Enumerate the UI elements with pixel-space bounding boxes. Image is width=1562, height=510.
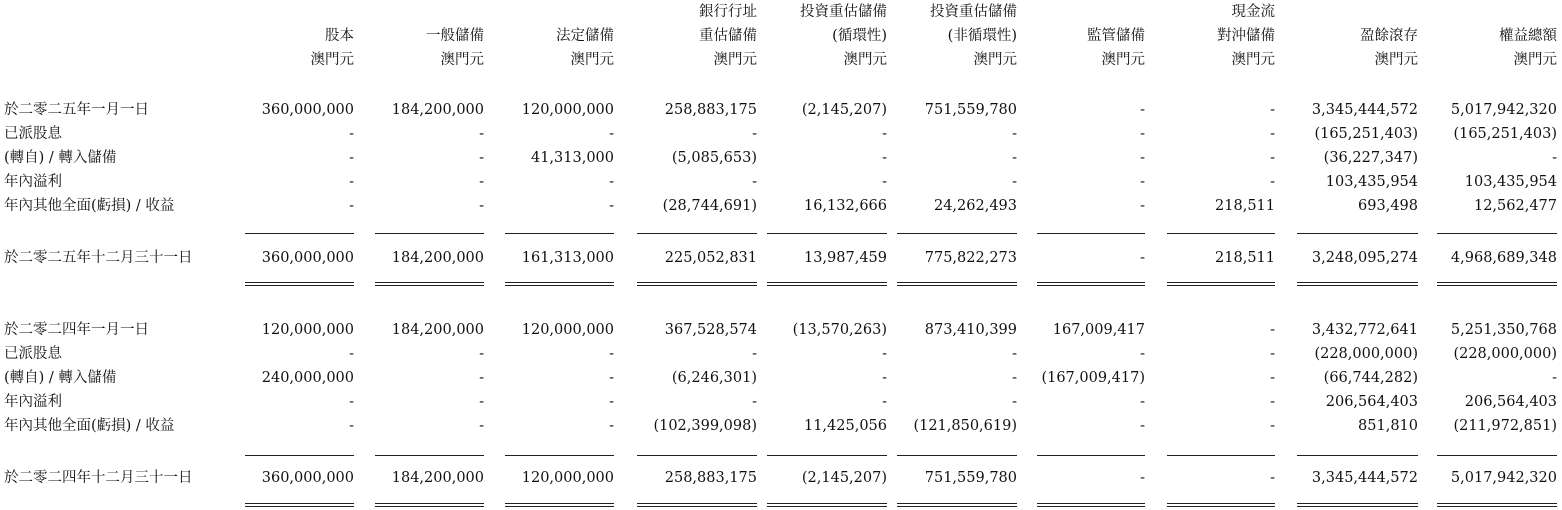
table-cell: 206,564,403	[1325, 394, 1418, 410]
table-cell: -	[1012, 346, 1017, 362]
table-cell: 3,345,444,572	[1311, 102, 1418, 118]
subtotal-rule	[767, 233, 887, 234]
column-header-line: 澳門元	[440, 52, 484, 68]
row-label: 於二零二五年十二月三十一日	[4, 250, 193, 266]
table-cell: 873,410,399	[924, 322, 1017, 338]
table-cell: -	[752, 174, 757, 190]
column-header-line: 澳門元	[1101, 52, 1145, 68]
table-cell: 367,528,574	[664, 322, 757, 338]
subtotal-rule	[1167, 455, 1275, 456]
table-cell: (165,251,403)	[1453, 126, 1557, 142]
table-cell: 5,251,350,768	[1450, 322, 1557, 338]
table-cell: 258,883,175	[664, 470, 757, 486]
table-cell: 751,559,780	[924, 470, 1017, 486]
column-header-line: 澳門元	[1231, 52, 1275, 68]
total-double-rule	[245, 282, 354, 286]
column-header-line: 澳門元	[713, 52, 757, 68]
row-label: 於二零二四年十二月三十一日	[4, 470, 193, 486]
table-cell: -	[1140, 346, 1145, 362]
subtotal-rule	[1297, 233, 1418, 234]
subtotal-rule	[375, 233, 484, 234]
table-cell: 161,313,000	[521, 250, 614, 266]
column-header-line: 對沖儲備	[1217, 28, 1275, 44]
table-cell: 184,200,000	[391, 250, 484, 266]
subtotal-rule	[897, 455, 1017, 456]
table-cell: (13,570,263)	[792, 322, 887, 338]
table-cell: -	[479, 370, 484, 386]
table-cell: (2,145,207)	[801, 102, 887, 118]
subtotal-rule	[245, 455, 354, 456]
table-cell: 120,000,000	[261, 322, 354, 338]
table-cell: -	[609, 370, 614, 386]
table-cell: -	[349, 174, 354, 190]
table-cell: 851,810	[1358, 418, 1418, 434]
column-header-line: 股本	[325, 28, 354, 44]
table-cell: -	[609, 394, 614, 410]
row-label: 已派股息	[4, 126, 62, 142]
table-cell: -	[609, 346, 614, 362]
table-cell: (66,744,282)	[1323, 370, 1418, 386]
table-cell: 103,435,954	[1325, 174, 1418, 190]
table-cell: -	[479, 346, 484, 362]
table-cell: -	[349, 394, 354, 410]
table-cell: 225,052,831	[664, 250, 757, 266]
row-label: (轉自) / 轉入儲備	[4, 150, 117, 166]
subtotal-rule	[245, 233, 354, 234]
table-cell: -	[479, 126, 484, 142]
table-cell: -	[479, 198, 484, 214]
column-header-line: 權益總額	[1499, 28, 1557, 44]
table-cell: -	[349, 198, 354, 214]
table-cell: -	[1012, 394, 1017, 410]
table-cell: 184,200,000	[391, 102, 484, 118]
table-cell: -	[1012, 174, 1017, 190]
subtotal-rule	[375, 455, 484, 456]
table-cell: 3,248,095,274	[1311, 250, 1418, 266]
table-cell: -	[882, 126, 887, 142]
table-cell: -	[1270, 126, 1275, 142]
total-double-rule	[1437, 282, 1557, 286]
table-cell: 103,435,954	[1464, 174, 1557, 190]
table-cell: 218,511	[1215, 198, 1275, 214]
table-cell: 218,511	[1215, 250, 1275, 266]
column-header-line: 澳門元	[1513, 52, 1557, 68]
subtotal-rule	[1167, 233, 1275, 234]
table-cell: -	[1140, 126, 1145, 142]
table-cell: -	[1270, 394, 1275, 410]
table-cell: 3,432,772,641	[1311, 322, 1418, 338]
row-label: 年內溢利	[4, 174, 62, 190]
total-double-rule	[1037, 503, 1145, 507]
table-cell: -	[882, 346, 887, 362]
table-cell: (165,251,403)	[1314, 126, 1418, 142]
total-double-rule	[897, 282, 1017, 286]
table-cell: -	[1270, 470, 1275, 486]
table-cell: 4,968,689,348	[1450, 250, 1557, 266]
table-cell: 360,000,000	[261, 102, 354, 118]
column-header-line: 澳門元	[973, 52, 1017, 68]
total-double-rule	[637, 503, 757, 507]
row-label: 年內其他全面(虧損) / 收益	[4, 418, 175, 434]
column-header-line: (循環性)	[832, 28, 887, 44]
row-label: 於二零二四年一月一日	[4, 322, 149, 338]
table-cell: -	[1140, 250, 1145, 266]
table-cell: 258,883,175	[664, 102, 757, 118]
table-cell: -	[479, 150, 484, 166]
table-cell: (5,085,653)	[671, 150, 757, 166]
table-cell: -	[1012, 126, 1017, 142]
total-double-rule	[1437, 503, 1557, 507]
table-cell: 360,000,000	[261, 250, 354, 266]
table-cell: -	[609, 198, 614, 214]
table-cell: -	[1140, 394, 1145, 410]
table-cell: -	[1140, 418, 1145, 434]
table-cell: -	[1270, 346, 1275, 362]
column-header-line: 投資重估儲備	[930, 4, 1017, 20]
table-cell: -	[882, 394, 887, 410]
row-label: (轉自) / 轉入儲備	[4, 370, 117, 386]
subtotal-rule	[897, 233, 1017, 234]
table-cell: -	[1140, 150, 1145, 166]
table-cell: -	[752, 394, 757, 410]
table-cell: -	[349, 150, 354, 166]
table-cell: -	[1270, 150, 1275, 166]
column-header-line: 澳門元	[1374, 52, 1418, 68]
column-header-line: 澳門元	[310, 52, 354, 68]
subtotal-rule	[1437, 455, 1557, 456]
column-header-line: 銀行行址	[699, 4, 757, 20]
table-cell: -	[479, 174, 484, 190]
total-double-rule	[1297, 282, 1418, 286]
subtotal-rule	[767, 455, 887, 456]
table-cell: 184,200,000	[391, 470, 484, 486]
table-cell: -	[1270, 370, 1275, 386]
table-cell: 120,000,000	[521, 470, 614, 486]
subtotal-rule	[637, 455, 757, 456]
table-cell: -	[479, 418, 484, 434]
table-cell: 16,132,666	[803, 198, 887, 214]
column-header-line: 盈餘滾存	[1360, 28, 1418, 44]
table-cell: 751,559,780	[924, 102, 1017, 118]
column-header-line: 澳門元	[570, 52, 614, 68]
table-cell: 184,200,000	[391, 322, 484, 338]
subtotal-rule	[505, 233, 614, 234]
table-cell: -	[1270, 102, 1275, 118]
total-double-rule	[767, 282, 887, 286]
table-cell: 775,822,273	[924, 250, 1017, 266]
table-cell: 5,017,942,320	[1450, 470, 1557, 486]
table-cell: -	[882, 370, 887, 386]
table-cell: -	[1012, 150, 1017, 166]
table-cell: -	[349, 126, 354, 142]
row-label: 已派股息	[4, 346, 62, 362]
table-cell: 240,000,000	[261, 370, 354, 386]
table-cell: 693,498	[1358, 198, 1418, 214]
subtotal-rule	[1037, 455, 1145, 456]
table-cell: 12,562,477	[1473, 198, 1557, 214]
total-double-rule	[1167, 282, 1275, 286]
table-cell: -	[752, 126, 757, 142]
total-double-rule	[1167, 503, 1275, 507]
total-double-rule	[767, 503, 887, 507]
table-cell: -	[882, 150, 887, 166]
table-cell: -	[1552, 370, 1557, 386]
table-cell: (36,227,347)	[1323, 150, 1418, 166]
column-header-line: 法定儲備	[556, 28, 614, 44]
total-double-rule	[505, 282, 614, 286]
table-cell: -	[1140, 470, 1145, 486]
table-cell: (2,145,207)	[801, 470, 887, 486]
table-cell: (102,399,098)	[653, 418, 757, 434]
table-cell: 24,262,493	[933, 198, 1017, 214]
column-header-line: 澳門元	[843, 52, 887, 68]
subtotal-rule	[637, 233, 757, 234]
table-cell: (228,000,000)	[1314, 346, 1418, 362]
table-cell: (6,246,301)	[671, 370, 757, 386]
table-cell: -	[882, 174, 887, 190]
table-cell: -	[1140, 102, 1145, 118]
table-cell: -	[1552, 150, 1557, 166]
row-label: 年內溢利	[4, 394, 62, 410]
table-cell: (228,000,000)	[1453, 346, 1557, 362]
total-double-rule	[245, 503, 354, 507]
subtotal-rule	[1297, 455, 1418, 456]
row-label: 年內其他全面(虧損) / 收益	[4, 198, 175, 214]
column-header-line: 投資重估儲備	[800, 4, 887, 20]
table-cell: -	[609, 174, 614, 190]
column-header-line: (非循環性)	[947, 28, 1017, 44]
table-cell: 120,000,000	[521, 102, 614, 118]
total-double-rule	[1037, 282, 1145, 286]
table-cell: 11,425,056	[803, 418, 887, 434]
table-cell: -	[349, 418, 354, 434]
table-cell: 13,987,459	[803, 250, 887, 266]
table-cell: 3,345,444,572	[1311, 470, 1418, 486]
table-cell: -	[479, 394, 484, 410]
table-cell: -	[1270, 418, 1275, 434]
table-cell: -	[609, 418, 614, 434]
table-cell: (211,972,851)	[1453, 418, 1557, 434]
table-cell: -	[1140, 198, 1145, 214]
total-double-rule	[897, 503, 1017, 507]
total-double-rule	[375, 282, 484, 286]
table-cell: 167,009,417	[1052, 322, 1145, 338]
subtotal-rule	[1437, 233, 1557, 234]
table-cell: -	[752, 346, 757, 362]
table-cell: (167,009,417)	[1041, 370, 1145, 386]
column-header-line: 現金流	[1231, 4, 1275, 20]
total-double-rule	[637, 282, 757, 286]
column-header-line: 監管儲備	[1087, 28, 1145, 44]
table-cell: -	[349, 346, 354, 362]
subtotal-rule	[1037, 233, 1145, 234]
column-header-line: 重估儲備	[699, 28, 757, 44]
total-double-rule	[375, 503, 484, 507]
column-header-line: 一般儲備	[426, 28, 484, 44]
table-cell: (28,744,691)	[662, 198, 757, 214]
total-double-rule	[1297, 503, 1418, 507]
table-cell: 360,000,000	[261, 470, 354, 486]
table-cell: -	[1140, 174, 1145, 190]
row-label: 於二零二五年一月一日	[4, 102, 149, 118]
table-cell: (121,850,619)	[913, 418, 1017, 434]
table-cell: 120,000,000	[521, 322, 614, 338]
table-cell: -	[609, 126, 614, 142]
subtotal-rule	[505, 455, 614, 456]
table-cell: 5,017,942,320	[1450, 102, 1557, 118]
table-cell: -	[1270, 174, 1275, 190]
table-cell: 41,313,000	[530, 150, 614, 166]
table-cell: 206,564,403	[1464, 394, 1557, 410]
total-double-rule	[505, 503, 614, 507]
table-cell: -	[1012, 370, 1017, 386]
table-cell: -	[1270, 322, 1275, 338]
